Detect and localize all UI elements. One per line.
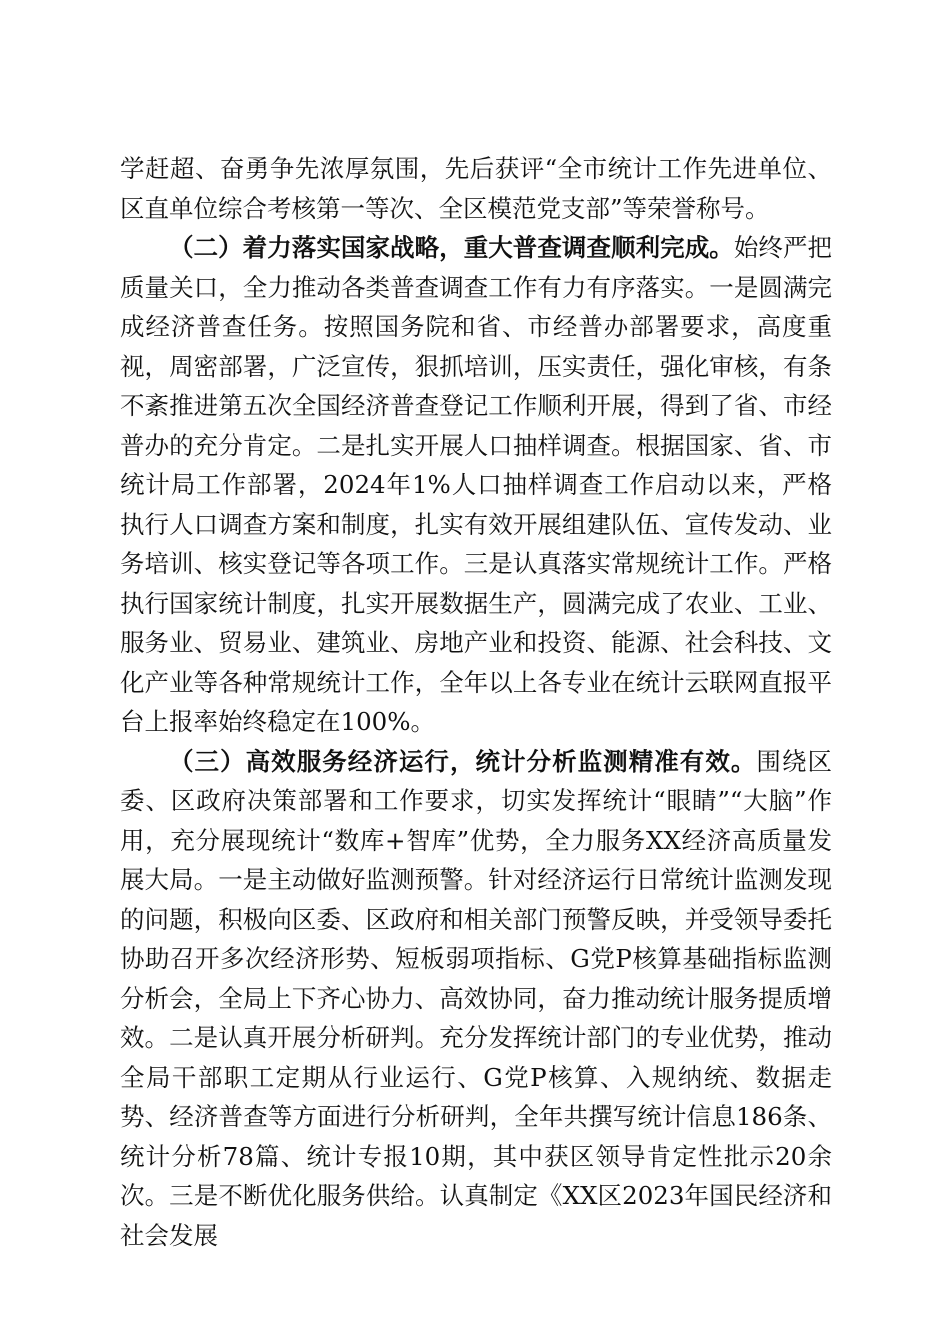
document-body [120,149,832,1255]
paragraph-1-body: 学赶超、奋勇争先浓厚氛围，先后获评“全市统计工作先进单位、区直单位综合考核第一等次、全区模范党支部”等荣誉称号。 [120,154,832,223]
paragraph-3-body: 围绕区委、区政府决策部署和工作要求，切实发挥统计“眼睛”“大脑”作用，充分展现统计“数库+智库”优势，全力服务XX经济高质量发展大局。一是主动做好监测预警。针对经济运行日常统计监测发现的问题，积极向区委、区政府和相关部门预警反映，并受领导委托协助召开多次经济形势、短板弱项指标、G党P核算基础指标监测分析会，全局上下齐心协力、高效协同，奋力推动统计服务提质增效。二是认真开展分析研判。充分发挥统计部门的专业优势，推动全局干部职工定期从行业运行、G党P核算、入规纳统、数据走势、经济普查等方面进行分析研判，全年共撰写统计信息186条、统计分析78篇、统计专报10期，其中获区领导肯定性批示20余次。三是不断优化服务供给。认真制定《XX区2023年国民经济和社会发展 [120,746,833,1250]
paragraph-2-body: 始终严把质量关口，全力推动各类普查调查工作有力有序落实。一是圆满完成经济普查任务。按照国务院和省、市经普办部署要求，高度重视，周密部署，广泛宣传，狠抓培训，压实责任，强化审核，有条不紊推进第五次全国经济普查登记工作顺利开展，得到了省、市经普办的充分肯定。二是扎实开展人口抽样调查。根据国家、省、市统计局工作部署，2024年1%人口抽样调查工作启动以来，严格执行人口调查方案和制度，扎实有效开展组建队伍、宣传发动、业务培训、核实登记等各项工作。三是认真落实常规统计工作。严格执行国家统计制度，扎实开展数据生产，圆满完成了农业、工业、服务业、贸易业、建筑业、房地产业和投资、能源、社会科技、文化产业等各种常规统计工作，全年以上各专业在统计云联网直报平台上报率始终稳定在100%。 [120,233,833,736]
paragraph-1 [120,149,832,228]
paragraph-3-heading: （三）高效服务经济运行，统计分析监测精准有效。 [169,746,757,776]
paragraph-2 [120,228,832,742]
paragraph-3 [120,742,832,1256]
paragraph-2-heading: （二）着力落实国家战略，重大普查调查顺利完成。 [169,233,734,262]
